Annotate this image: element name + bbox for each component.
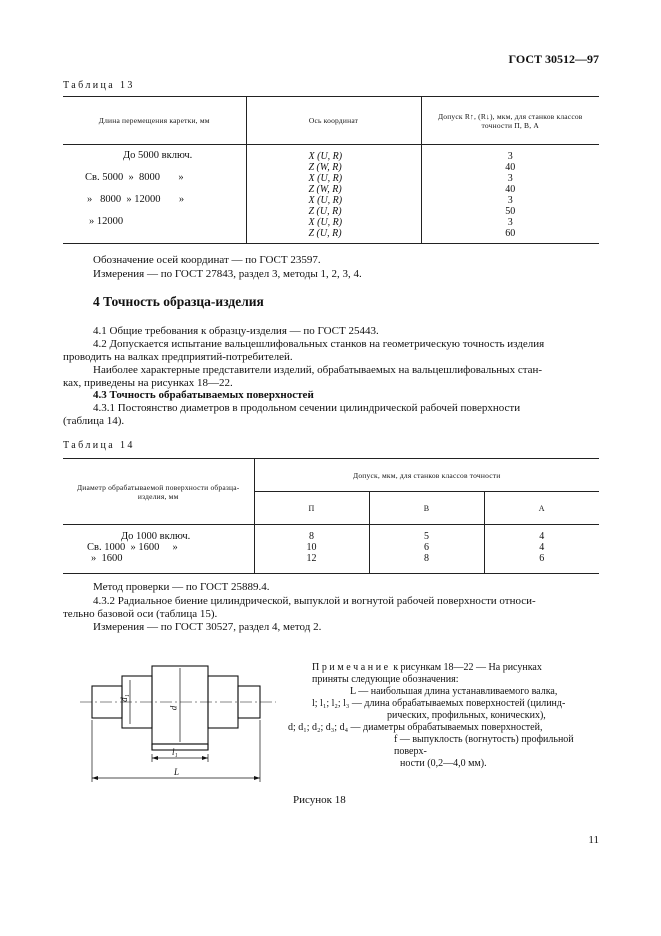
table-cell: 4 — [539, 531, 545, 542]
standard-header: ГОСТ 30512—97 — [508, 52, 599, 66]
paragraph-4-2-cont: проводить на валках предприятий-потребителей. — [63, 351, 293, 363]
table14-class-v: В — [369, 492, 484, 525]
table14-a-column — [484, 525, 599, 574]
axes-note: Обозначение осей координат — по ГОСТ 23597. — [93, 254, 321, 266]
table13-tolerance-column — [421, 145, 599, 244]
paragraph-4-1: 4.1 Общие требования к образцу-изделия — по ГОСТ 25443. — [93, 325, 379, 337]
table-cell: Z (U, R) — [308, 206, 342, 217]
note-line1: к рисункам 18—22 — На рисунках — [393, 662, 542, 673]
subsection-title: 4.3 Точность обрабатываемых поверхностей — [93, 389, 314, 401]
paragraph-examples-cont: ках, приведены на рисунках 18—22. — [63, 377, 233, 389]
note-line6: d; d₁; d₂; d₃; d₄ — диаметры обрабатываемых поверхностей, — [288, 722, 543, 733]
measure-note-2: Измерения — по ГОСТ 30527, раздел 4, метод 2. — [93, 621, 322, 633]
paragraph-examples: Наиболее характерные представители изделий, обрабатываемых на вальцешлифовальных стан- — [93, 364, 543, 376]
paragraph-4-3-1-cont: (таблица 14). — [63, 415, 125, 427]
table14-diameter-column — [63, 525, 254, 574]
table-row: » 8000 » 12000 » — [87, 194, 185, 205]
figure-caption: Рисунок 18 — [293, 794, 346, 806]
table-cell: Z (W, R) — [308, 184, 342, 195]
table-cell: X (U, R) — [308, 151, 343, 162]
section-title: 4 Точность образца-изделия — [93, 294, 264, 309]
note-lead: Примечание — [312, 662, 391, 673]
figure-note — [288, 662, 602, 770]
table-cell: 12 — [306, 553, 317, 564]
label-L: L — [174, 767, 180, 777]
table-cell: 4 — [539, 542, 545, 553]
table14-v-column — [369, 525, 484, 574]
table14-header-diameter: Диаметр обрабатываемой поверхности образца-изделия, мм — [63, 459, 254, 525]
table13 — [63, 96, 599, 244]
table-cell: 3 — [507, 217, 513, 228]
table-cell: 6 — [539, 553, 545, 564]
table-cell: 3 — [507, 195, 513, 206]
table-row: Св. 1000 » 1600 » — [87, 542, 178, 553]
table13-header-length: Длина перемещения каретки, мм — [63, 97, 246, 145]
page-number: 11 — [588, 834, 599, 846]
table-cell: 5 — [424, 531, 429, 542]
table-cell: 8 — [309, 531, 314, 542]
table14-label: Таблица 14 — [63, 440, 135, 451]
table-cell: 40 — [505, 184, 516, 195]
paragraph-4-3-1: 4.3.1 Постоянство диаметров в продольном сечении цилиндрической рабочей поверхности — [93, 402, 521, 414]
table-cell: 3 — [507, 173, 513, 184]
table14-header-tolerance: Допуск, мкм, для станков классов точности — [254, 459, 599, 492]
label-d: d — [168, 705, 179, 711]
note-line7: f — выпуклость (вогнутость) профильной поверх- — [394, 734, 574, 757]
measure-note: Измерения — по ГОСТ 27843, раздел 3, методы 1, 2, 3, 4. — [93, 268, 362, 280]
table-cell: X (U, R) — [308, 195, 343, 206]
label-d1: d₁ — [118, 694, 129, 702]
table-cell: 3 — [507, 151, 513, 162]
table-cell: X (U, R) — [308, 217, 343, 228]
note-line4: l; l₁; l₂; l₃ — длина обрабатываемых поверхностей (цилинд- — [312, 698, 566, 709]
paragraph-4-3-2: 4.3.2 Радиальное биение цилиндрической, выпуклой и вогнутой рабочей поверхности относи- — [93, 595, 536, 607]
table14-class-p: П — [254, 492, 369, 525]
table14-class-a: А — [484, 492, 599, 525]
note-line3: L — наибольшая длина устанавливаемого валка, — [350, 686, 558, 697]
paragraph-4-2: 4.2 Допускается испытание вальцешлифовальных станков на геометрическую точность изделия — [93, 338, 545, 350]
table14 — [63, 458, 599, 574]
table-cell: Z (W, R) — [308, 162, 342, 173]
table13-length-column — [63, 145, 246, 244]
table14-p-column — [254, 525, 369, 574]
table-row: Св. 5000 » 8000 » — [85, 172, 184, 183]
table-cell: 50 — [505, 206, 516, 217]
table13-axis-column — [246, 145, 421, 244]
note-line5: рических, профильных, конических), — [387, 710, 546, 721]
note-line8: ности (0,2—4,0 мм). — [400, 758, 487, 769]
table13-label: Таблица 13 — [63, 80, 135, 91]
table-cell: 40 — [505, 162, 516, 173]
table13-header-axis: Ось координат — [246, 97, 421, 145]
label-l1: l₁ — [172, 747, 178, 757]
method-note: Метод проверки — по ГОСТ 25889.4. — [93, 581, 270, 593]
paragraph-4-3-2-cont: тельно базовой оси (таблица 15). — [63, 608, 218, 620]
table-row: » 12000 — [89, 216, 124, 227]
table-row: До 1000 включ. — [121, 531, 191, 542]
note-line2: приняты следующие обозначения: — [312, 674, 459, 685]
table-cell: X (U, R) — [308, 173, 343, 184]
table-row: » 1600 — [91, 553, 123, 564]
table-cell: 60 — [505, 228, 516, 239]
table-row: До 5000 включ. — [123, 150, 193, 161]
table13-header-tolerance: Допуск R↑, (R↓), мкм, для станков классов точности П, В, А — [421, 97, 599, 145]
table-cell: 10 — [306, 542, 317, 553]
table-cell: 6 — [424, 542, 429, 553]
table-cell: Z (U, R) — [308, 228, 342, 239]
table-cell: 8 — [424, 553, 429, 564]
